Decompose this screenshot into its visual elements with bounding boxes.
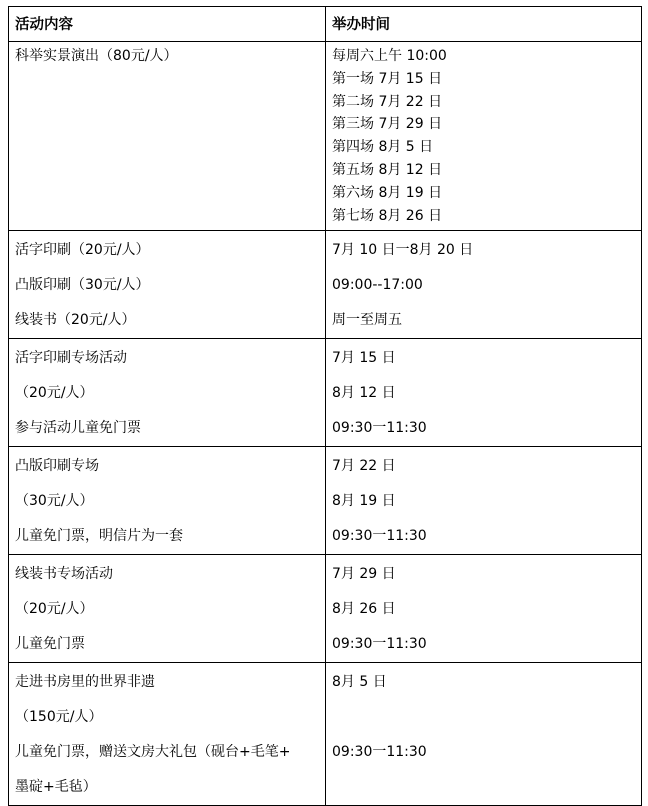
activity-cell: [9, 555, 326, 663]
time-text: 7月 22 日: [332, 458, 396, 475]
activity-cell: [9, 231, 326, 339]
time-text: 8月 12 日: [332, 385, 396, 402]
time-text: 7月 29 日: [332, 566, 396, 583]
activity-text: （20元/人）: [15, 601, 94, 618]
time-cell: [326, 447, 642, 555]
time-text: 09:30一11:30: [332, 420, 427, 437]
activity-text: 凸版印刷专场: [15, 458, 99, 475]
activity-cell: [9, 339, 326, 447]
time-text: 09:30一11:30: [332, 744, 427, 761]
activity-text: 线装书专场活动: [15, 566, 113, 583]
activity-text: 墨碇+毛毡）: [15, 779, 97, 796]
header-time: 举办时间: [326, 7, 642, 42]
header-activity: 活动内容: [9, 7, 326, 42]
time-text: 8月 19 日: [332, 493, 396, 510]
activity-text: 儿童免门票，赠送文房大礼包（砚台+毛笔+: [15, 744, 291, 761]
time-text: 第四场 8月 5 日: [332, 139, 434, 156]
time-text: 09:30一11:30: [332, 528, 427, 545]
table-row: [9, 231, 642, 339]
activity-text: 活字印刷专场活动: [15, 350, 127, 367]
time-cell: [326, 339, 642, 447]
table-row: [9, 339, 642, 447]
blank-line: [332, 700, 635, 735]
time-cell: [326, 555, 642, 663]
table-row: [9, 555, 642, 663]
time-cell: [326, 231, 642, 339]
activity-cell: [9, 42, 326, 231]
table-row: [9, 42, 642, 231]
time-text: 第三场 7月 29 日: [332, 116, 443, 133]
activity-text: （30元/人）: [15, 493, 94, 510]
activity-text: （20元/人）: [15, 385, 94, 402]
time-text: 7月 15 日: [332, 350, 396, 367]
activity-text: 走进书房里的世界非遗: [15, 674, 155, 691]
activity-text: 科举实景演出（80元/人）: [15, 48, 178, 64]
time-text: 周一至周五: [332, 312, 402, 329]
time-text: 8月 26 日: [332, 601, 396, 618]
activity-text: 参与活动儿童免门票: [15, 420, 141, 437]
activity-cell: [9, 447, 326, 555]
time-text: 7月 10 日一8月 20 日: [332, 242, 474, 259]
time-text: 8月 5 日: [332, 674, 387, 691]
activity-text: （150元/人）: [15, 709, 103, 726]
time-text: 09:30一11:30: [332, 636, 427, 653]
time-text: 09:00--17:00: [332, 277, 423, 294]
time-text: 第七场 8月 26 日: [332, 207, 443, 224]
activity-cell: [9, 663, 326, 806]
activity-text: 凸版印刷（30元/人）: [15, 277, 150, 294]
schedule-table-container: [8, 6, 641, 806]
time-text: 每周六上午 10:00: [332, 48, 447, 64]
activity-text: 儿童免门票: [15, 636, 85, 653]
table-row: [9, 663, 642, 806]
activity-text: 儿童免门票，明信片为一套: [15, 528, 183, 545]
time-text: 第六场 8月 19 日: [332, 184, 443, 201]
time-text: 第一场 7月 15 日: [332, 70, 443, 87]
activity-schedule-table: [8, 6, 642, 806]
activity-text: 活字印刷（20元/人）: [15, 242, 150, 259]
activity-text: 线装书（20元/人）: [15, 312, 136, 329]
time-cell: [326, 663, 642, 806]
table-row: [9, 447, 642, 555]
time-text: 第五场 8月 12 日: [332, 161, 443, 178]
time-text: 第二场 7月 22 日: [332, 93, 443, 110]
table-header-row: [9, 7, 642, 42]
time-cell: [326, 42, 642, 231]
